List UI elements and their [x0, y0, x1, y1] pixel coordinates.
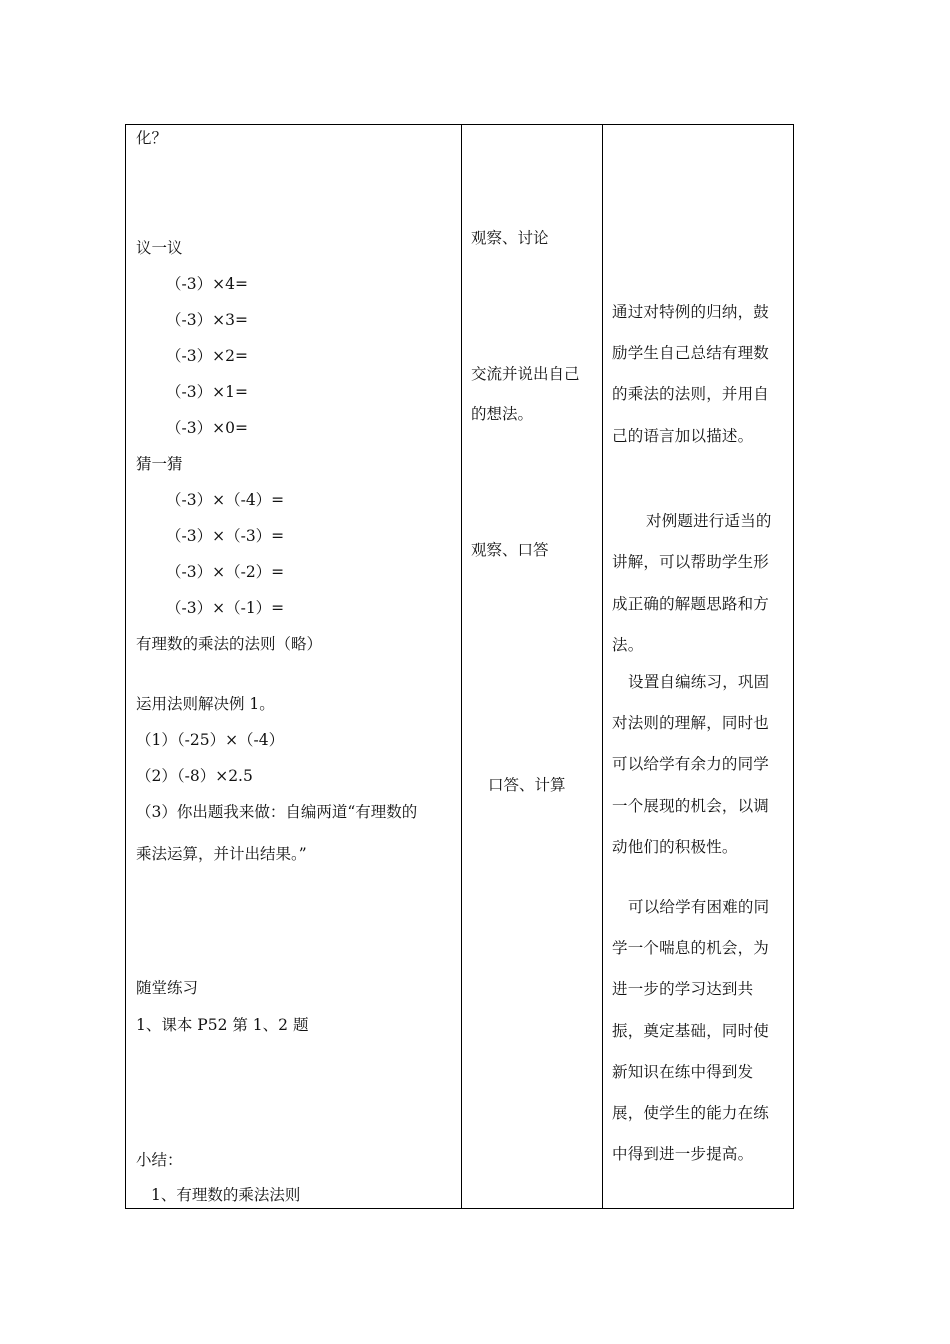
intent-line: 对例题进行适当的: [646, 512, 772, 530]
intent-line: 进一步的学习达到共: [612, 980, 754, 998]
intent-line: 法。: [612, 636, 644, 654]
practice-heading: 随堂练习: [136, 979, 199, 997]
guess-item: （-3）×（-1）=: [166, 599, 285, 617]
example-item: （1）（-25）×（-4）: [136, 731, 285, 749]
activity-exchange-line: 交流并说出自己: [471, 365, 580, 383]
intent-line: 动他们的积极性。: [612, 838, 738, 856]
activity-observe-answer: 观察、口答: [471, 541, 549, 559]
summary-heading: 小结：: [136, 1151, 183, 1169]
example-intro: 运用法则解决例 1。: [136, 695, 275, 713]
intent-line: 通过对特例的归纳，鼓: [612, 303, 770, 321]
intent-line: 可以给学有余力的同学: [612, 755, 770, 773]
intent-line: 的乘法的法则，并用自: [612, 385, 770, 403]
intent-line: 新知识在练中得到发: [612, 1063, 754, 1081]
summary-item: 1、有理数的乘法法则: [151, 1186, 301, 1204]
continued-text: 化？: [136, 129, 168, 147]
guess-item: （-3）×（-2）=: [166, 563, 285, 581]
column-divider-1: [461, 125, 462, 1208]
intent-line: 设置自编练习，巩固: [628, 673, 770, 691]
intent-line: 讲解，可以帮助学生形: [612, 553, 770, 571]
discuss-item: （-3）×4=: [166, 275, 248, 293]
guess-heading: 猜一猜: [136, 455, 183, 473]
intent-line: 成正确的解题思路和方: [612, 595, 770, 613]
rule-text: 有理数的乘法的法则（略）: [136, 635, 323, 653]
intent-line: 一个展现的机会，以调: [612, 797, 770, 815]
activity-exchange-line: 的想法。: [471, 405, 534, 423]
practice-item: 1、课本 P52 第 1、2 题: [136, 1016, 309, 1034]
intent-line: 学一个喘息的机会，为: [612, 939, 770, 957]
intent-line: 对法则的理解，同时也: [612, 714, 770, 732]
intent-line: 中得到进一步提高。: [612, 1145, 754, 1163]
example-item: （2）（-8）×2.5: [136, 767, 253, 785]
activity-observe-discuss: 观察、讨论: [471, 229, 549, 247]
guess-item: （-3）×（-4）=: [166, 491, 285, 509]
intent-line: 展，使学生的能力在练: [612, 1104, 770, 1122]
example-item: 乘法运算，并计出结果。”: [136, 845, 307, 863]
discuss-item: （-3）×1=: [166, 383, 248, 401]
example-item: （3）你出题我来做：自编两道“有理数的: [136, 803, 418, 821]
column-divider-2: [602, 125, 603, 1208]
guess-item: （-3）×（-3）=: [166, 527, 285, 545]
discuss-item: （-3）×2=: [166, 347, 248, 365]
intent-line: 可以给学有困难的同: [628, 898, 770, 916]
intent-line: 振，奠定基础，同时使: [612, 1022, 770, 1040]
discuss-item: （-3）×3=: [166, 311, 248, 329]
intent-line: 己的语言加以描述。: [612, 427, 754, 445]
intent-line: 励学生自己总结有理数: [612, 344, 770, 362]
discuss-item: （-3）×0=: [166, 419, 248, 437]
activity-answer-calc: 口答、计算: [488, 776, 566, 794]
discuss-heading: 议一议: [136, 239, 183, 257]
